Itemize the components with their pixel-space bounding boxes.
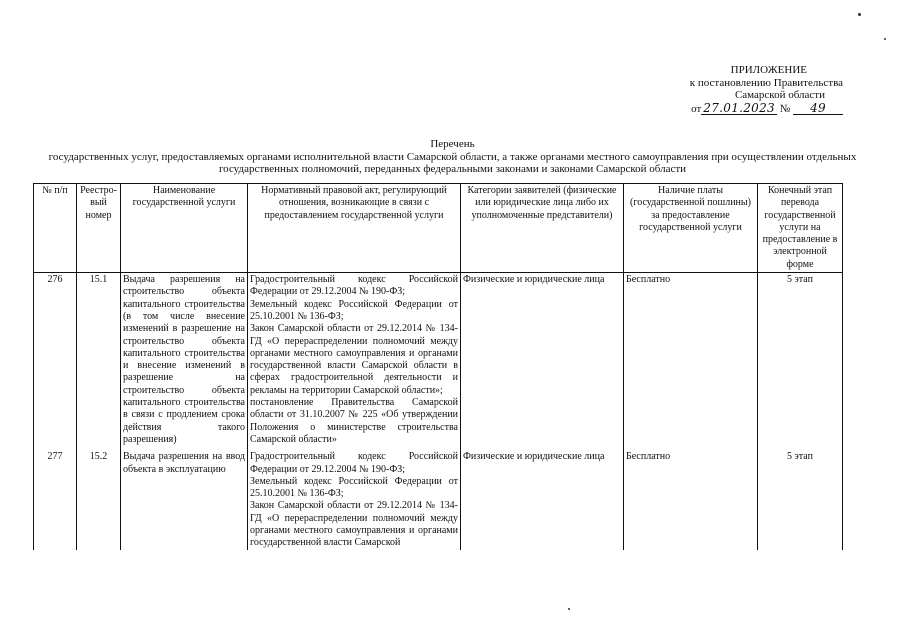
table-row bbox=[34, 273, 843, 447]
title-line-3: государственных полномочий, переданных федеральными законами и законами Самарской области bbox=[218, 163, 687, 175]
table-row bbox=[34, 446, 843, 549]
services-table bbox=[33, 183, 843, 550]
law-item: Земельный кодекс Российской Федерации от 25.10.2001 № 136-ФЗ; bbox=[250, 298, 458, 322]
appendix-line-2: Самарской области bbox=[734, 89, 825, 101]
scan-speck bbox=[858, 13, 861, 16]
header-num: № п/п bbox=[34, 184, 77, 273]
title-line-2: государственных услуг, предоставляемых органами исполнительной власти Самарской области, а также органами местного самоуправления при осуществлении отдельных bbox=[48, 150, 857, 163]
appendix-block bbox=[690, 64, 843, 115]
scan-speck bbox=[884, 38, 886, 40]
title-line-1: Перечень bbox=[430, 138, 475, 150]
cell-num: 277 bbox=[34, 446, 77, 549]
number-prefix: № bbox=[779, 102, 791, 115]
handwritten-number: 49 bbox=[793, 102, 843, 116]
cell-reg: 15.2 bbox=[77, 446, 121, 549]
law-item: постановление Правительства Самарской области от 31.10.2007 № 225 «Об утверждении Положения о министерстве строительства Самарской области» bbox=[250, 397, 458, 445]
header-fee: Наличие платы (государственной пошлины) за предоставление государственной услуги bbox=[624, 184, 758, 273]
cell-name: Выдача разрешения на ввод объекта в эксплуатацию bbox=[121, 446, 248, 549]
law-item: Закон Самарской области от 29.12.2014 № 134-ГД «О перераспределении полномочий между органами местного самоуправления и органами государственной власти Самарской bbox=[250, 500, 458, 549]
cell-category: Физические и юридические лица bbox=[461, 446, 624, 549]
document-title bbox=[30, 138, 875, 176]
header-category: Категории заявителей (физические или юридические лица либо их уполномоченные представители) bbox=[461, 184, 624, 273]
appendix-date-line bbox=[691, 102, 843, 116]
law-item: Градостроительный кодекс Российской Федерации от 29.12.2004 № 190-ФЗ; bbox=[250, 451, 458, 475]
date-prefix: от bbox=[691, 102, 702, 115]
cell-fee: Бесплатно bbox=[624, 446, 758, 549]
cell-num: 276 bbox=[34, 273, 77, 447]
header-name: Наименование государственной услуги bbox=[121, 184, 248, 273]
cell-stage: 5 этап bbox=[758, 273, 843, 447]
header-stage: Конечный этап перевода государственной услуги на предоставление в электронной форме bbox=[758, 184, 843, 273]
appendix-heading: ПРИЛОЖЕНИЕ bbox=[730, 64, 807, 76]
handwritten-date: 27.01.2023 bbox=[703, 100, 775, 115]
cell-stage: 5 этап bbox=[758, 446, 843, 549]
cell-category: Физические и юридические лица bbox=[461, 273, 624, 447]
cell-law bbox=[248, 273, 461, 447]
cell-fee: Бесплатно bbox=[624, 273, 758, 447]
scan-speck bbox=[568, 608, 570, 610]
cell-reg: 15.1 bbox=[77, 273, 121, 447]
cell-law bbox=[248, 446, 461, 549]
header-law: Нормативный правовой акт, регулирующий отношения, возникающие в связи с предоставлением государственной услуги bbox=[248, 184, 461, 273]
cell-name: Выдача разрешения на строительство объекта капитального строительства (в том числе внесение изменений в разрешение на строительство объекта капитального строительства и внесение изменений в разрешение на строительство объекта капитального строительства в связи с продлением срока действия такого разрешения) bbox=[121, 273, 248, 447]
table-header-row bbox=[34, 184, 843, 273]
header-reg: Реестро-вый номер bbox=[77, 184, 121, 273]
law-item: Закон Самарской области от 29.12.2014 № 134-ГД «О перераспределении полномочий между органами местного самоуправления и органами государственной власти Самарской области в сферах градостроительной деятельности и рекламы на территории Самарской области»; bbox=[250, 323, 458, 396]
law-item: Градостроительный кодекс Российской Федерации от 29.12.2004 № 190-ФЗ; bbox=[250, 274, 458, 298]
law-item: Земельный кодекс Российской Федерации от 25.10.2001 № 136-ФЗ; bbox=[250, 475, 458, 500]
appendix-line-1: к постановлению Правительства bbox=[689, 76, 843, 89]
